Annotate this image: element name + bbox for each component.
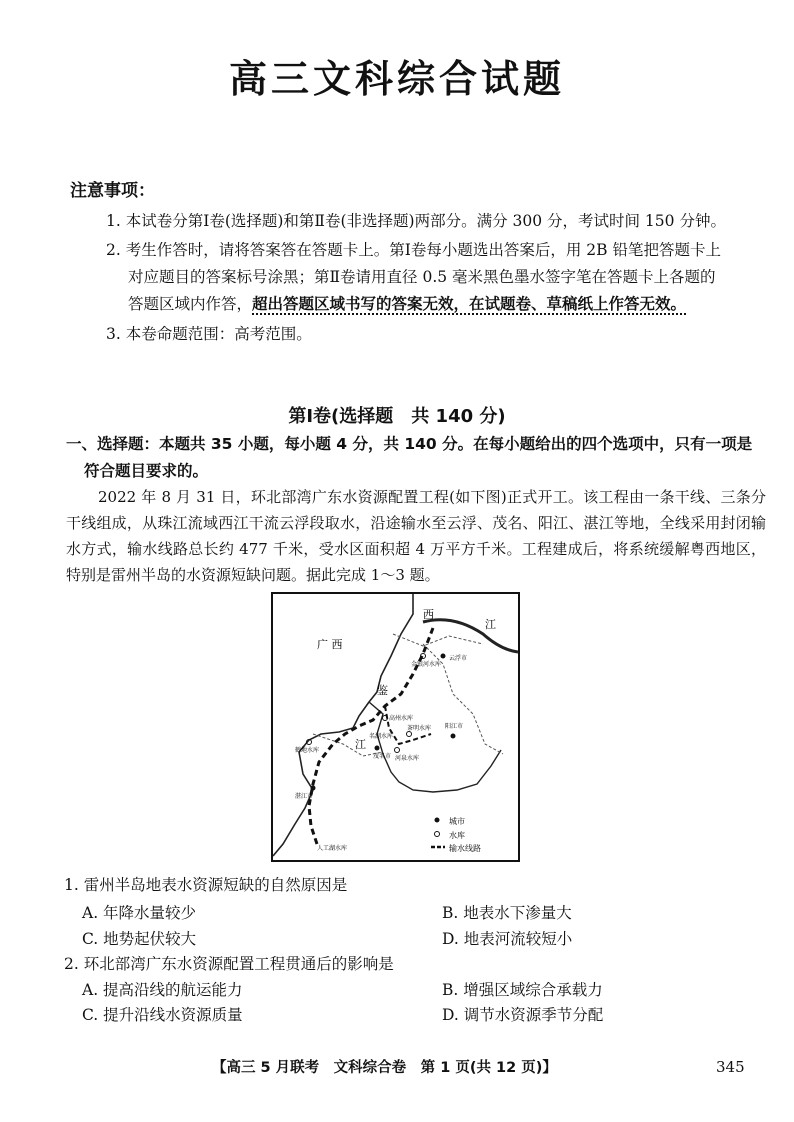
- notice-item-2-line-1: 2. 考生作答时，请将答案答在答题卡上。第Ⅰ卷每小题选出答案后，用 2B 铅笔把答题卡上: [106, 241, 721, 259]
- map-label-hexi: 河泉水库: [395, 755, 420, 762]
- legend-city-dot: [435, 818, 440, 823]
- question-1-option-b: B. 地表水下渗量大: [442, 904, 572, 922]
- map-label-zhanjiang: 湛江市: [295, 793, 314, 800]
- section-instruction-line-1: 一、选择题：本题共 35 小题，每小题 4 分，共 140 分。在每小题给出的四个选项中，只有一项是: [66, 435, 753, 453]
- page-footer: 【高三 5 月联考 文科综合卷 第 1 页(共 12 页)】: [212, 1060, 557, 1076]
- section-title: 第Ⅰ卷(选择题 共 140 分): [288, 406, 506, 427]
- question-1-option-d: D. 地表河流较短小: [442, 930, 573, 948]
- legend-city-label: 城市: [449, 817, 465, 826]
- notice-item-3: 3. 本卷命题范围：高考范围。: [106, 325, 312, 343]
- page-title: 高三文科综合试题: [228, 57, 565, 101]
- reservoir-marker-hexi: [395, 748, 400, 753]
- map-label-guangxi: 广 西: [317, 638, 343, 651]
- notice-item-2-line-3: [128, 292, 686, 314]
- map-label-hechi: 鹤地水库: [295, 747, 320, 754]
- notice-item-2-line-2: 对应题目的答案标号涂黑；第Ⅱ卷请用直径 0.5 毫米黑色墨水签字笔在答题卡上各题的: [128, 268, 716, 286]
- notice-heading: 注意事项：: [70, 181, 155, 201]
- xi-river: [423, 620, 518, 652]
- question-1-option-c: C. 地势起伏较大: [82, 930, 197, 948]
- map-label-yunfu: 云浮市: [449, 655, 468, 662]
- map-label-jiang-2: 江: [355, 738, 366, 751]
- question-2-option-b: B. 增强区域综合承载力: [442, 981, 603, 999]
- map-label-xi: 西: [423, 608, 434, 621]
- question-2-option-c: C. 提升沿线水资源质量: [82, 1006, 243, 1024]
- map-label-mingzuo: 名湖水库: [369, 733, 394, 740]
- question-1-option-a: A. 年降水量较少: [82, 904, 197, 922]
- notice-emphasis: 超出答题区域书写的答案无效，在试题卷、草稿纸上作答无效。: [252, 295, 687, 313]
- question-2-stem: 2. 环北部湾广东水资源配置工程贯通后的影响是: [64, 955, 394, 973]
- paper-code: 345: [716, 1058, 745, 1076]
- reservoir-marker-zhongming: [407, 732, 412, 737]
- map-label-south: 人工湖水库: [317, 845, 348, 852]
- notice-item-2-line-3-text: 答题区域内作答，: [128, 295, 253, 313]
- question-1-stem: 1. 雷州半岛地表水资源短缺的自然原因是: [64, 876, 348, 894]
- legend-route-label: 输水线路: [449, 844, 481, 853]
- map-label-jian: 鉴: [377, 684, 388, 697]
- map-label-zhongming: 茶明水库: [407, 725, 432, 732]
- map-label-gaozhou: 高州水库: [389, 715, 414, 722]
- section-instruction-line-2: 符合题目要求的。: [84, 462, 209, 480]
- map-figure: [271, 592, 520, 862]
- city-marker-yunfu: [441, 654, 446, 659]
- coastline: [273, 594, 413, 856]
- question-2-option-a: A. 提高沿线的航运能力: [82, 981, 243, 999]
- notice-item-1: 1. 本试卷分第Ⅰ卷(选择题)和第Ⅱ卷(非选择题)两部分。满分 300 分，考试时间 150 分钟。: [106, 212, 726, 230]
- passage: 2022 年 8 月 31 日，环北部湾广东水资源配置工程(如下图)正式开工。该工程由一条干线、三条分干线组成，从珠江流域西江干流云浮段取水，沿途输水至云浮、茂名、阳江、湛江等地，全线采用封闭输水方式，输水线路总长约 477 千米，受水区面积超 4 万平方千米。工程建成后，将系统缓解粤西地区，特别是雷州半岛的水资源短缺问题。据此完成 1～3 题。: [66, 488, 766, 584]
- map-label-yangjiang: 阳江市: [445, 723, 464, 730]
- map-label-jiang: 江: [485, 618, 496, 631]
- map-svg: [273, 594, 518, 860]
- map-label-maoming: 茂名市: [373, 753, 392, 760]
- question-2-option-d: D. 调节水资源季节分配: [442, 1006, 604, 1024]
- legend-reservoir-label: 水库: [449, 831, 465, 840]
- city-marker-yangjiang: [451, 734, 456, 739]
- map-label-jinyin: 金银河水库: [411, 661, 442, 668]
- city-marker-zhanjiang: [311, 786, 316, 791]
- city-marker-maoming: [375, 746, 380, 751]
- province-border-2: [393, 634, 483, 646]
- legend-reservoir-dot: [435, 832, 440, 837]
